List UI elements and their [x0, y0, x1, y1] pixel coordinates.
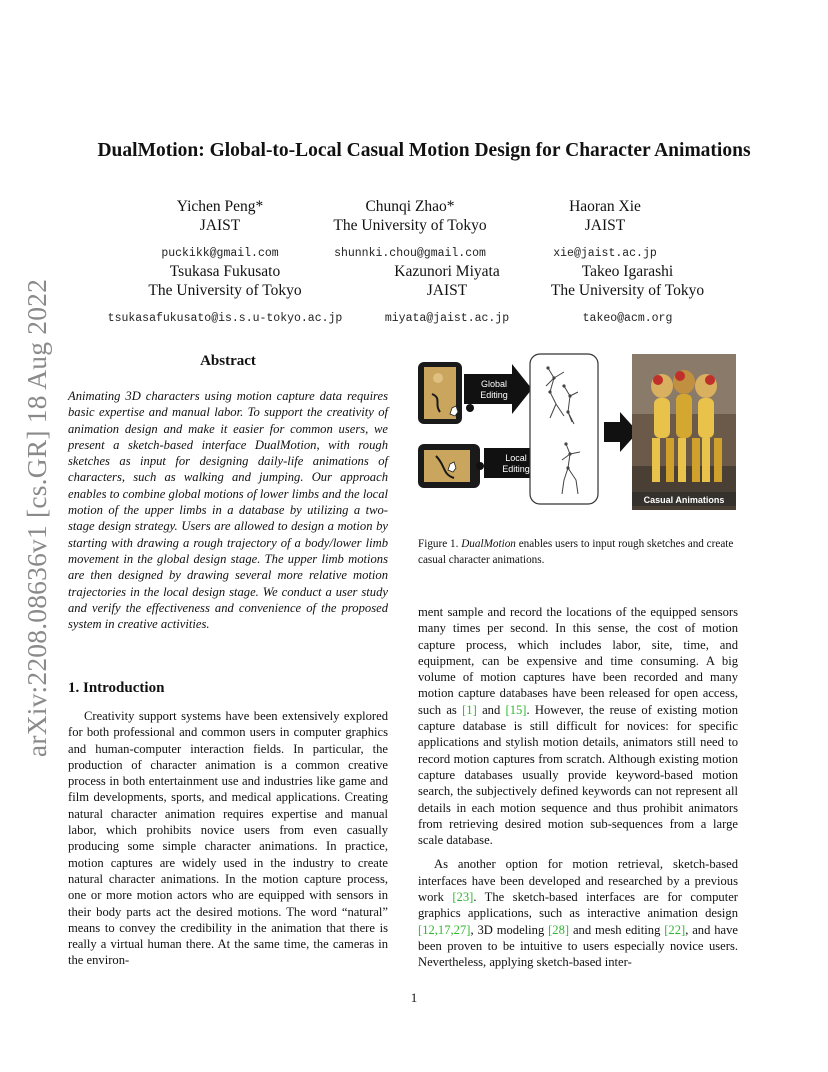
section-heading-introduction: 1. Introduction: [68, 680, 165, 696]
result-label: Casual Animations: [643, 495, 725, 505]
author-affiliation: The University of Tokyo: [550, 282, 705, 299]
citation-22[interactable]: [22]: [664, 922, 686, 937]
author-2: [315, 197, 505, 263]
caption-system-name: DualMotion: [461, 538, 516, 550]
citation-1[interactable]: [1]: [462, 702, 477, 717]
global-editing-label-1: Global: [480, 379, 508, 389]
page-number: 1: [410, 990, 418, 1005]
abstract-heading: Abstract: [200, 353, 256, 369]
author-6: [535, 262, 720, 328]
citation-28[interactable]: [28]: [548, 922, 570, 937]
arxiv-stamp: arXiv:2208.08636v1 [cs.GR] 18 Aug 2022: [21, 278, 52, 758]
citation-23[interactable]: [23]: [452, 890, 474, 905]
author-affiliation: JAIST: [426, 282, 468, 299]
paper-title: DualMotion: Global-to-Local Casual Motion Design for Character Animations: [97, 140, 751, 161]
right-column-text: [418, 604, 738, 971]
author-name: Takeo Igarashi: [581, 263, 674, 280]
global-editing-label-2: Editing: [480, 390, 508, 400]
author-4: [80, 262, 370, 328]
abstract-text: Animating 3D characters using motion capture data requires basic expertise and manual labor. To support the creativity of animation design and make it easier for common users, we present a sketch-based interface DualMotion, with rough sketches as input for designing daily-life animations of characters, such as walking and jumping. Our approach enables to combine global motions of lower limbs and the local motion of the upper limbs in a database by utilizing a two-stage design strategy. Users are allowed to design a motion by starting with drawing a rough trajectory of a body/lower limb movement in the global design stage. The upper limb motions are then designed by drawing several more relative motion trajectories in the local design stage. We conduct a user study and verify the effectiveness and convenience of the proposed system in creative activities.: [68, 389, 388, 632]
author-email[interactable]: tsukasafukusato@is.s.u-tokyo.ac.jp: [107, 312, 343, 325]
right-paragraph-2: As another option for motion retrieval, sketch-based interfaces have been developed and researched by a previous work [23]. The sketch-based interfaces are for computer graphics applications, such as interactive animation design [12,17,27], 3D modeling [28] and mesh editing [22], and have been proven to be intuitive to users especially novice users. Nevertheless, applying sketch-based inter-: [418, 857, 738, 970]
intro-paragraph: Creativity support systems have been extensively explored for both professional and common users in computer graphics and human-computer interaction fields. In particular, the production of character animation is a common creative process in both entertainment use and industries like game and film developments, sports, and medical applications. Creating natural character animation requires expertise and manual labor, which prohibits novice users from even casually producing some simple character animations. In practice, motion captures are widely used in the industry to create natural character animations. In the motion capture process, one or more motion actors who are equipped with sensors in their body parts act the desired motions. The word “natural” means to convey the credibility in the animation that there is really a virtual human there. At the same time, the cameras in the environ-: [68, 709, 388, 968]
author-name: Tsukasa Fukusato: [169, 263, 281, 280]
author-email[interactable]: shunnki.chou@gmail.com: [334, 247, 486, 260]
author-name: Yichen Peng*: [176, 198, 264, 215]
citation-12-17-27[interactable]: [12,17,27]: [418, 922, 471, 937]
figure-1-caption: [418, 537, 740, 568]
author-email[interactable]: xie@jaist.ac.jp: [553, 247, 657, 260]
author-5: [367, 262, 527, 328]
local-editing-label-1: Local: [505, 453, 527, 463]
author-name: Haoran Xie: [569, 198, 641, 215]
right-paragraph-1: ment sample and record the locations of the equipped sensors many times per second. In this sense, the cost of motion capture process, which includes labor, site, time, and equipment, can be expensive and time consuming. A big volume of motion captures have been recorded and many motion capture databases have been released for open access, such as [1] and [15]. However, the reuse of existing motion capture database is still difficult for novices: for specific applications and stylish motion details, animators still need to record motion captures from scratch. Although existing motion capture databases usually provide keyword-based motion search, the subjectively defined keywords can not represent all details in each motion sequence and thus prohibit animators from retrieving desired motion sub-sequences from a large scale database.: [418, 605, 738, 848]
author-email[interactable]: miyata@jaist.ac.jp: [384, 312, 510, 325]
author-affiliation: The University of Tokyo: [333, 217, 487, 234]
caption-text: enables users to input rough sketches and create casual character animations.: [418, 538, 734, 566]
author-name: Kazunori Miyata: [394, 263, 500, 280]
local-editing-label-2: Editing: [502, 464, 530, 474]
author-email[interactable]: puckikk@gmail.com: [161, 247, 279, 260]
author-1: [130, 197, 310, 263]
author-3: [510, 197, 700, 263]
global-editing-arrow: [464, 364, 532, 414]
author-affiliation: The University of Tokyo: [148, 282, 302, 299]
introduction-text: [68, 708, 388, 969]
citation-15[interactable]: [15]: [505, 702, 527, 717]
author-name: Chunqi Zhao*: [365, 198, 455, 215]
author-affiliation: JAIST: [584, 217, 626, 234]
author-email[interactable]: takeo@acm.org: [582, 312, 673, 325]
caption-label: Figure 1.: [418, 538, 459, 550]
figure-1-illustration: [416, 346, 736, 516]
figure-1: [416, 346, 736, 516]
author-affiliation: JAIST: [199, 217, 241, 234]
